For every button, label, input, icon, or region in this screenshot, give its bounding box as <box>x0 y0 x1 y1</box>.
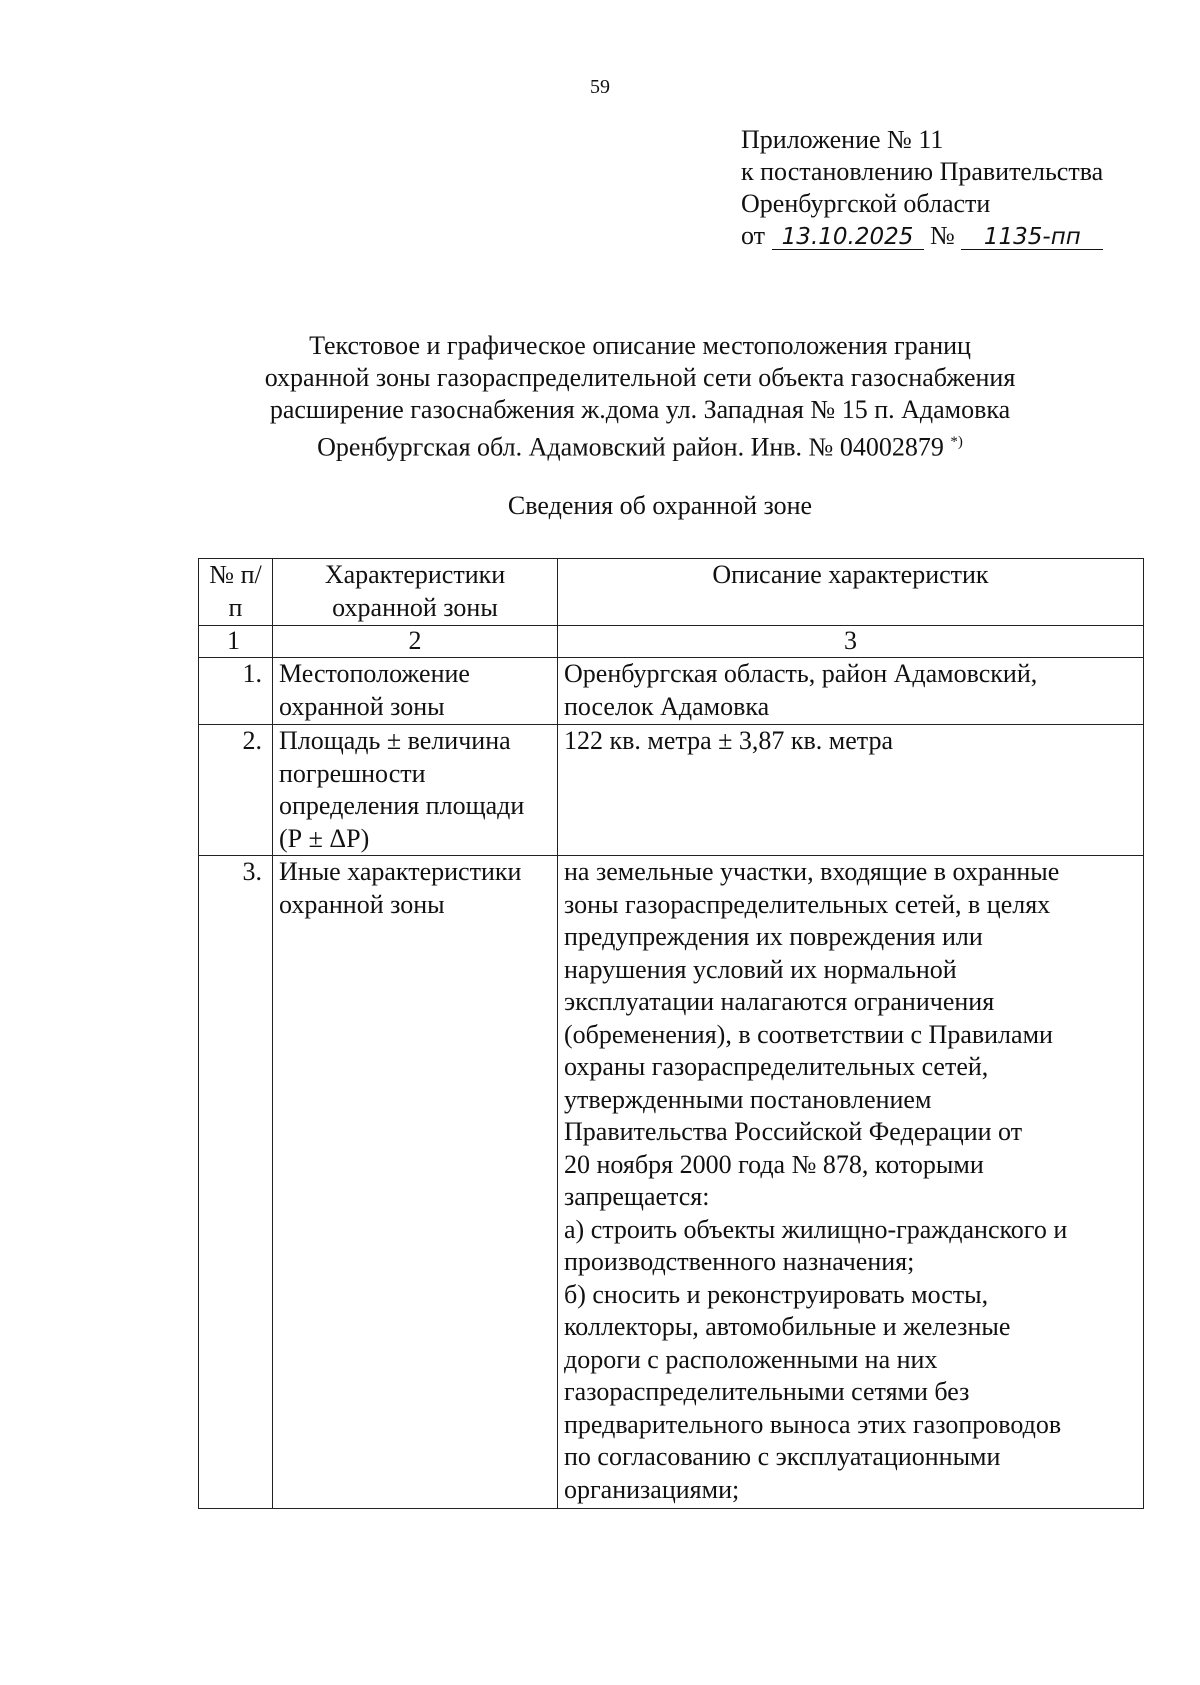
description-line: Правительства Российской Федерации от <box>564 1117 1023 1146</box>
description-line: дороги с расположенными на них <box>564 1344 938 1374</box>
title-line-3: расширение газоснабжения ж.дома ул. Западная № 15 п. Адамовка <box>269 395 1011 424</box>
footnote-mark: *) <box>950 434 963 450</box>
description-line: охраны газораспределительных сетей, <box>564 1052 989 1081</box>
title-line-1: Текстовое и графическое описание местоположения границ <box>309 331 971 360</box>
header-number: № п/п <box>199 559 273 626</box>
description-line: зоны газораспределительных сетей, в целях <box>564 889 1051 919</box>
description-line: утвержденными постановлением <box>564 1084 932 1114</box>
description-line: коллекторы, автомобильные и железные <box>564 1312 1011 1341</box>
description-line: а) строить объекты жилищно-гражданского и <box>564 1214 1068 1244</box>
description-line: поселок Адамовка <box>564 691 770 721</box>
row-description <box>558 725 1144 856</box>
appendix-title: Приложение № 11 <box>741 125 944 154</box>
description-line: производственного назначения; <box>564 1247 915 1276</box>
description-line: на земельные участки, входящие в охранные <box>564 857 1060 886</box>
title-line-2: охранной зоны газораспределительной сети объекта газоснабжения <box>264 363 1016 392</box>
row-number: 3. <box>199 856 273 1509</box>
column-number-1: 1 <box>199 626 273 658</box>
table-row <box>199 725 1144 856</box>
zone-info-table <box>198 558 1144 1509</box>
column-number-row <box>199 626 1144 658</box>
appendix-block <box>741 124 1103 252</box>
handwritten-date: 13.10.2025 <box>772 225 924 250</box>
section-title: Сведения об охранной зоне <box>507 491 813 520</box>
description-line: организациями; <box>564 1474 740 1504</box>
number-label: № <box>930 221 955 250</box>
description-line: нарушения условий их нормальной <box>564 954 957 984</box>
row-description <box>558 856 1144 1509</box>
row-description <box>558 658 1144 725</box>
handwritten-number: 1135-пп <box>961 225 1103 250</box>
description-line: эксплуатации налагаются ограничения <box>564 987 995 1016</box>
description-line: запрещается: <box>564 1182 710 1211</box>
description-line: (обременения), в соответствии с Правилами <box>564 1019 1053 1049</box>
title-line-4-text: Оренбургская обл. Адамовский район. Инв. № 04002879 <box>317 432 944 462</box>
description-line: 122 кв. метра ± 3,87 кв. метра <box>564 726 894 755</box>
header-characteristic: Характеристики охранной зоны <box>273 559 558 626</box>
header-description: Описание характеристик <box>558 559 1144 626</box>
row-characteristic: Иные характеристики охранной зоны <box>273 856 558 1509</box>
document-title <box>140 330 1140 464</box>
row-number: 2. <box>199 725 273 856</box>
table-header-row <box>199 559 1144 626</box>
from-label: от <box>741 221 766 250</box>
description-line: б) сносить и реконструировать мосты, <box>564 1279 989 1309</box>
column-number-2: 2 <box>273 626 558 658</box>
table-row <box>199 856 1144 1509</box>
table-row <box>199 658 1144 725</box>
page-number: 59 <box>590 76 610 98</box>
description-line: предварительного выноса этих газопроводов <box>564 1409 1062 1439</box>
description-line: предупреждения их повреждения или <box>564 922 983 951</box>
appendix-date-line <box>741 220 1103 252</box>
description-line: 20 ноября 2000 года № 878, которыми <box>564 1149 984 1179</box>
appendix-reference: к постановлению Правительства <box>741 157 1104 186</box>
appendix-region: Оренбургской области <box>741 189 991 218</box>
row-characteristic: Местоположение охранной зоны <box>273 658 558 725</box>
title-line-4 <box>140 426 1140 464</box>
description-line: газораспределительными сетями без <box>564 1377 970 1406</box>
description-line: Оренбургская область, район Адамовский, <box>564 659 1038 688</box>
column-number-3: 3 <box>558 626 1144 658</box>
row-number: 1. <box>199 658 273 725</box>
description-line: по согласованию с эксплуатационными <box>564 1442 1001 1471</box>
row-characteristic: Площадь ± величина погрешности определения площади (Р ± ΔР) <box>273 725 558 856</box>
